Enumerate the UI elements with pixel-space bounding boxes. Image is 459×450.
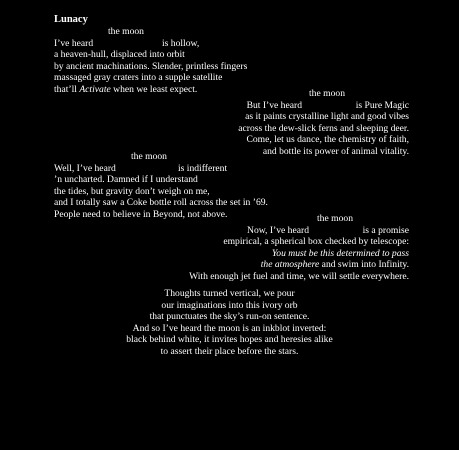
- stanza-4-line-3-em: You must be this determined to pass: [271, 247, 409, 259]
- stanza-3-line-1: [54, 163, 414, 175]
- stanza-1-line-1-end: is hollow,: [162, 37, 200, 49]
- stanza-1-line-5-post: when we least expect.: [110, 83, 198, 95]
- stanza-5-line-3: that punctuates the sky’s run-on sentence.: [149, 311, 310, 323]
- stanza-2-line-4: Come, let us dance, the chemistry of faith,: [246, 134, 409, 146]
- poem-title: Lunacy: [54, 14, 88, 25]
- stanza-2-line-1-end: is Pure Magic: [355, 99, 409, 111]
- stanza-3-moon-row: [54, 151, 414, 163]
- stanza-5-line-5: black behind white, it invites hopes and heresies alike: [126, 334, 333, 346]
- stanza-3-line-1-end: is indifferent: [178, 162, 228, 174]
- stanza-1-line-2: a heaven-hull, displaced into orbit: [54, 49, 185, 61]
- stanza-2-moon-label: the moon: [309, 88, 345, 99]
- stanza-3-line-2: ’n uncharted. Damned if I understand: [54, 174, 198, 186]
- stanza-4-line-1-end: is a promise: [362, 224, 409, 236]
- stanza-4-line-4: [89, 259, 409, 271]
- stanza-5-line-4: And so I’ve heard the moon is an inkblot inverted:: [132, 322, 327, 334]
- stanza-4-line-4-post: and swim into Infinity.: [319, 259, 409, 271]
- stanza-3-line-5: People need to believe in Beyond, not above.: [54, 208, 228, 220]
- stanza-2-line-2: as it paints crystalline light and good vibes: [245, 111, 409, 123]
- stanza-1-line-3: by ancient machinations. Slender, printless fingers: [54, 60, 248, 72]
- stanza-3-line-3: the tides, but gravity don’t weigh on me,: [54, 185, 210, 197]
- stanza-4-line-3: [89, 248, 409, 260]
- stanza-2-line-3: across the dew-slick ferns and sleeping deer.: [238, 122, 409, 134]
- stanza-4-line-1-start: Now, I’ve heard: [247, 224, 309, 236]
- stanza-2-line-1: [109, 100, 409, 112]
- stanza-3-line-4: and I totally saw a Coke bottle roll across the set in ’69.: [54, 197, 268, 209]
- stanza-4-line-1: [89, 225, 409, 237]
- stanza-5-line-1: Thoughts turned vertical, we pour: [164, 288, 295, 299]
- stanza-1-moon-label: the moon: [108, 26, 144, 37]
- stanza-2: [109, 88, 409, 158]
- stanza-5-line-2: our imaginations into this ivory orb: [161, 299, 298, 311]
- stanza-2-moon-row: [109, 88, 409, 100]
- stanza-3: [54, 151, 414, 221]
- stanza-1-line-5-em: Activate: [79, 83, 111, 95]
- stanza-4-moon-label: the moon: [317, 213, 353, 224]
- stanza-4-moon-row: [89, 213, 409, 225]
- stanza-5-line-6: to assert their place before the stars.: [160, 345, 299, 357]
- stanza-4-line-4-em: the atmosphere: [260, 259, 320, 271]
- stanza-5: [0, 288, 459, 358]
- stanza-2-line-5: and bottle its power of animal vitality.: [262, 145, 409, 157]
- stanza-1-line-5-pre: that’ll: [54, 83, 80, 95]
- stanza-2-line-1-start: But I’ve heard: [246, 99, 302, 111]
- stanza-1-line-1-start: I’ve heard: [54, 37, 94, 49]
- stanza-4-line-5: With enough jet fuel and time, we will settle everywhere.: [189, 270, 409, 282]
- stanza-4-line-2: empirical, a spherical box checked by telescope:: [223, 236, 409, 248]
- stanza-1-line-1: [54, 38, 414, 50]
- stanza-1-moon-row: [54, 26, 414, 38]
- stanza-4: [89, 213, 409, 283]
- stanza-1-line-4: massaged gray craters into a supple satellite: [54, 72, 223, 84]
- stanza-3-line-1-start: Well, I’ve heard: [54, 162, 116, 174]
- stanza-3-moon-label: the moon: [131, 151, 167, 162]
- stanza-1: [54, 26, 414, 96]
